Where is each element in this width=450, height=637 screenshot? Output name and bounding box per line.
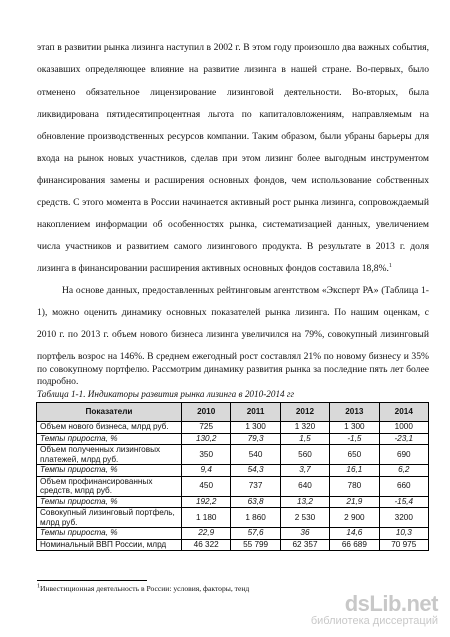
- table-cell: 560: [280, 445, 329, 465]
- table-cell: 1 860: [231, 508, 280, 528]
- paragraph-line: подробно.: [37, 376, 79, 387]
- table-cell: 1 300: [330, 422, 379, 434]
- table-cell: 14,6: [330, 528, 379, 540]
- paragraph-line: числа участников и развитием самого лизингового продукта. В результате в 2013 г. доля: [37, 241, 429, 252]
- table-cell: 650: [330, 445, 379, 465]
- paragraph-line: отменено обязательное лицензирование лизинговой деятельности. Во-вторых, была: [37, 87, 429, 98]
- table-cell: 63,8: [231, 496, 280, 508]
- paragraph-line: ликвидирована пятидесятипроцентная льгота по капиталовложениям, направляемым на: [37, 109, 429, 120]
- table-cell: 780: [330, 476, 379, 496]
- table-cell: 660: [379, 476, 428, 496]
- paragraph-line: [37, 263, 429, 275]
- table-cell: 350: [182, 445, 231, 465]
- table-cell: 725: [182, 422, 231, 434]
- footnote-text: Инвестиционная деятельность в России: условия, факторы, тенд: [40, 584, 250, 593]
- footnote-ref: 1: [388, 262, 392, 269]
- table-row: [37, 445, 429, 465]
- table-cell: 192,2: [182, 496, 231, 508]
- table-cell: 21,9: [330, 496, 379, 508]
- paragraph-line: На основе данных, предоставленных рейтинговым агентством «Эксперт РА» (Таблица 1-: [62, 285, 429, 296]
- table-row: [37, 422, 429, 434]
- table-cell: -23,1: [379, 433, 428, 445]
- table-cell: 70 975: [379, 539, 428, 551]
- table-header-cell: 2011: [231, 403, 280, 422]
- paragraph-line: по совокупному портфелю. Рассмотрим динамику развития рынка за последние пять лет более: [37, 364, 429, 375]
- table-cell: 13,2: [280, 496, 329, 508]
- table-cell: 1,5: [280, 433, 329, 445]
- table-header-cell: 2013: [330, 403, 379, 422]
- table-cell: 1 300: [231, 422, 280, 434]
- footnote-marker: 1: [37, 583, 40, 590]
- table-cell: 640: [280, 476, 329, 496]
- table-cell: 55 799: [231, 539, 280, 551]
- table-cell: 3,7: [280, 465, 329, 477]
- table-cell: 36: [280, 528, 329, 540]
- paragraph-line: обновление производственных ресурсов компании. Таким образом, были убраны барьеры для: [37, 131, 429, 142]
- watermark-logo: dsLib.net: [344, 591, 438, 616]
- table-cell: 540: [231, 445, 280, 465]
- indicators-table: [36, 402, 429, 551]
- table-row: [37, 476, 429, 496]
- table-row: [37, 508, 429, 528]
- table-cell: 690: [379, 445, 428, 465]
- table-header-row: [37, 403, 429, 422]
- paragraph-line: оказавших определяющее влияние на развитие лизинга в нашей стране. Во-первых, было: [37, 64, 429, 75]
- table-cell: 57,6: [231, 528, 280, 540]
- row-label: Объем нового бизнеса, млрд руб.: [37, 422, 182, 434]
- table-cell: 6,2: [379, 465, 428, 477]
- row-label: Темпы прироста, %: [37, 433, 182, 445]
- table-cell: 737: [231, 476, 280, 496]
- row-label: Номинальный ВВП России, млрд: [37, 539, 182, 551]
- watermark[interactable]: [311, 593, 438, 628]
- footnote: [37, 584, 249, 593]
- table-header-cell: 2012: [280, 403, 329, 422]
- table-cell: 2 900: [330, 508, 379, 528]
- paragraph-line: средств. С этого момента в России начинается активный рост рынка лизинга, сопровождаемый: [37, 197, 429, 208]
- table-row: [37, 433, 429, 445]
- paragraph-line: портфель возрос на 146%. В среднем ежегодный рост составлял 21% по новому бизнесу и 35%: [37, 351, 429, 362]
- paragraph-text: лизинга в финансировании расширения активных основных фондов составила 18,8%.: [37, 263, 389, 274]
- paragraph-line: 1), можно оценить динамику основных показателей рынка лизинга. По нашим оценкам, с: [37, 307, 429, 318]
- row-label: Объем полученных лизинговых платежей, млрд руб.: [37, 445, 182, 465]
- table-cell: 1 180: [182, 508, 231, 528]
- table-header-cell: Показатели: [37, 403, 182, 422]
- table-cell: 1000: [379, 422, 428, 434]
- footnote-divider: [37, 580, 147, 581]
- row-label: Темпы прироста, %: [37, 465, 182, 477]
- paragraph-line: этап в развитии рынка лизинга наступил в 2002 г. В этом году произошло два важных события,: [37, 42, 429, 53]
- table-cell: 54,3: [231, 465, 280, 477]
- table-cell: 66 689: [330, 539, 379, 551]
- table-row: [37, 496, 429, 508]
- paragraph-line: накоплением информации об особенностях рынка, систематизацией данных, увеличением: [37, 219, 429, 230]
- watermark-subtitle: библиотека диссертаций: [310, 615, 438, 627]
- paragraph-line: входа на рынок новых участников, сделав при этом лизинг более выгодным инструментом: [37, 153, 429, 164]
- row-label: Темпы прироста, %: [37, 528, 182, 540]
- table-row: [37, 539, 429, 551]
- table-cell: 1 320: [280, 422, 329, 434]
- table-cell: 450: [182, 476, 231, 496]
- table-cell: 79,3: [231, 433, 280, 445]
- table-cell: -15,4: [379, 496, 428, 508]
- table-cell: 62 357: [280, 539, 329, 551]
- table-cell: 130,2: [182, 433, 231, 445]
- row-label: Темпы прироста, %: [37, 496, 182, 508]
- paragraph-line: финансирования замены и расширения основных фондов, чем использование собственных: [37, 175, 429, 186]
- table-row: [37, 528, 429, 540]
- table-cell: 9,4: [182, 465, 231, 477]
- table-header-cell: 2014: [379, 403, 428, 422]
- table-row: [37, 465, 429, 477]
- table-cell: 46 322: [182, 539, 231, 551]
- table-cell: 22,9: [182, 528, 231, 540]
- table-cell: -1,5: [330, 433, 379, 445]
- table-cell: 10,3: [379, 528, 428, 540]
- row-label: Объем профинансированных средств, млрд руб.: [37, 476, 182, 496]
- table-cell: 2 530: [280, 508, 329, 528]
- table-cell: 16,1: [330, 465, 379, 477]
- paragraph-line: 2010 г. по 2013 г. объем нового бизнеса лизинга увеличился на 79%, совокупный лизинговый: [37, 329, 429, 340]
- table-header-cell: 2010: [182, 403, 231, 422]
- row-label: Совокупный лизинговый портфель, млрд руб.: [37, 508, 182, 528]
- table-cell: 3200: [379, 508, 428, 528]
- table-caption: Таблица 1-1. Индикаторы развития рынка лизинга в 2010-2014 гг: [37, 389, 295, 399]
